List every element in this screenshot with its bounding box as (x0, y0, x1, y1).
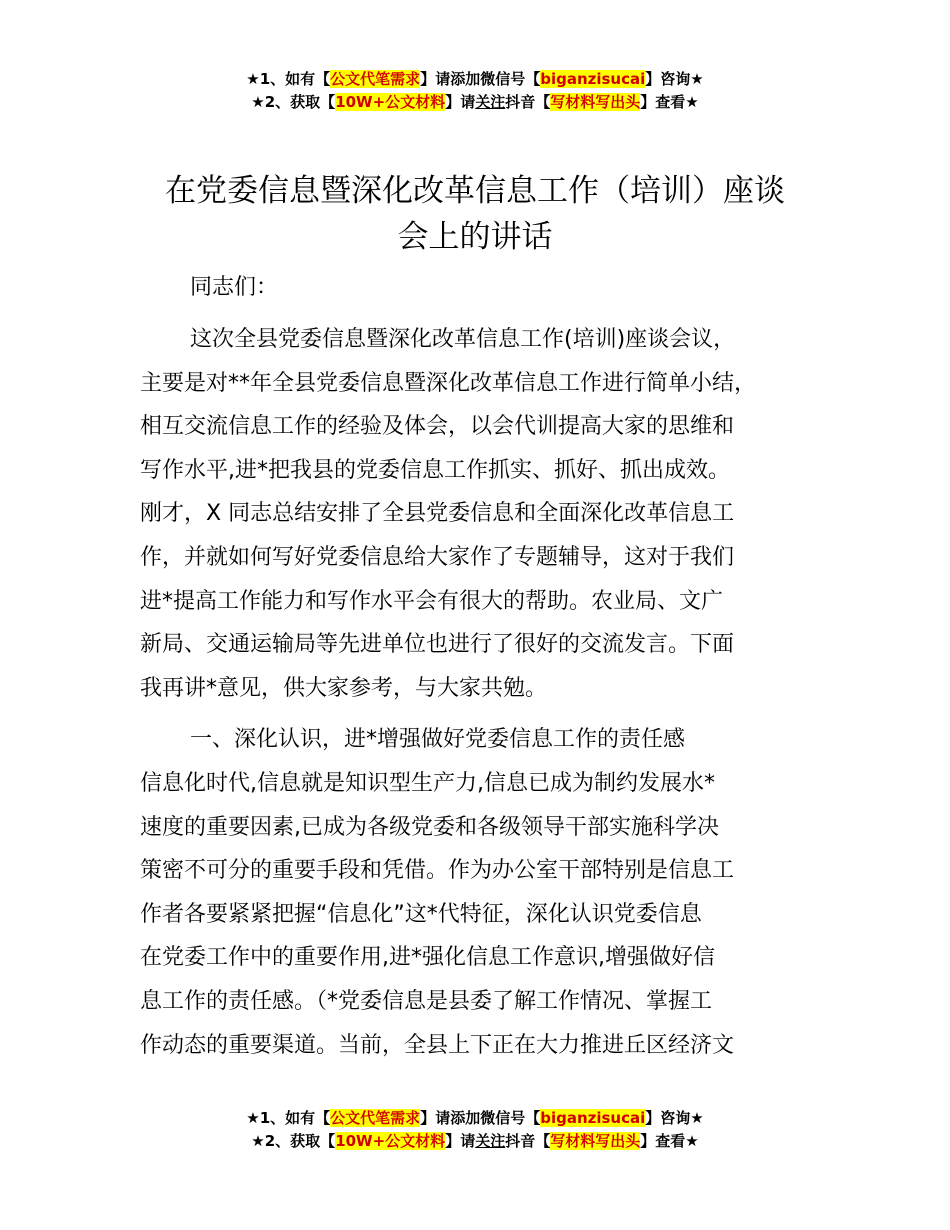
banner-text: 抖音【 (505, 93, 551, 111)
highlight-text: 10W+公文材料 (335, 1132, 446, 1150)
banner-line-2 (0, 1130, 950, 1153)
highlight-text: 公文代笔需求 (330, 1109, 421, 1127)
text-line: 在党委工作中的重要作用,进*强化信息工作意识,增强做好信 (140, 945, 715, 971)
document-body (140, 266, 830, 1067)
title-line: 在党委信息暨深化改革信息工作（培训）座谈 (165, 173, 785, 209)
paragraph-1 (140, 318, 830, 710)
banner-text: ★1、如有【 (246, 70, 331, 88)
banner-text: 】咨询★ (645, 1109, 704, 1127)
text-line: 进*提高工作能力和写作水平会有很大的帮助。农业局、文广 (140, 588, 724, 614)
banner-text: ★1、如有【 (246, 1109, 331, 1127)
footer-banner (0, 1107, 950, 1153)
text-line: 作，并就如何写好党委信息给大家作了专题辅导，这对于我们 (140, 544, 735, 570)
salutation: 同志们： (190, 275, 279, 300)
text-line: 刚才，X 同志总结安排了全县党委信息和全面深化改革信息工 (140, 501, 735, 527)
text-line: 速度的重要因素,已成为各级党委和各级领导干部实施科学决 (140, 814, 719, 840)
text-line: 我再讲*意见，供大家参考，与大家共勉。 (140, 675, 548, 701)
document-title (100, 168, 850, 260)
paragraph-gap (140, 710, 830, 718)
text-line: 新局、交通运输局等先进单位也进行了很好的交流发言。下面 (140, 632, 735, 658)
text-line: 策密不可分的重要手段和凭借。作为办公室干部特别是信息工 (140, 858, 735, 884)
banner-text: 】请 (445, 93, 476, 111)
text-line: 息工作的责任感。（*党委信息是县委了解工作情况、掌握工 (140, 988, 713, 1014)
banner-text: 】查看★ (640, 93, 699, 111)
banner-text: 抖音【 (505, 1132, 551, 1150)
highlight-text: 公文代笔需求 (330, 70, 421, 88)
underlined-text: 关注 (475, 93, 506, 111)
banner-line-1 (0, 1107, 950, 1130)
banner-line-2 (0, 91, 950, 114)
banner-text: 】请添加微信号【 (420, 70, 541, 88)
text-line: 写作水平,进*把我县的党委信息工作抓实、抓好、抓出成效。 (140, 457, 730, 483)
banner-text: 】咨询★ (645, 70, 704, 88)
text-line: 主要是对**年全县党委信息暨深化改革信息工作进行简单小结， (140, 370, 757, 396)
banner-text: ★2、获取【 (251, 1132, 336, 1150)
douyin-account-highlight: 写材料写出头 (550, 93, 641, 111)
banner-text: ★2、获取【 (251, 93, 336, 111)
text-line: 作者各要紧紧把握“信息化”这*代特征，深化认识党委信息 (140, 901, 702, 927)
title-line: 会上的讲话 (397, 219, 553, 255)
section-heading-text: 一、深化认识，进*增强做好党委信息工作的责任感 (190, 727, 686, 753)
text-line: 信息化时代,信息就是知识型生产力,信息已成为制约发展水* (140, 770, 715, 796)
douyin-account-highlight: 写材料写出头 (550, 1132, 641, 1150)
highlight-text: 10W+公文材料 (335, 93, 446, 111)
banner-line-1 (0, 68, 950, 91)
header-banner (0, 68, 950, 114)
underlined-text: 关注 (475, 1132, 506, 1150)
text-line: 相互交流信息工作的经验及体会，以会代训提高大家的思维和 (140, 414, 735, 440)
text-line: 作动态的重要渠道。当前，全县上下正在大力推进丘区经济文 (140, 1032, 735, 1058)
section-heading-1 (140, 718, 830, 762)
banner-text: 】请添加微信号【 (420, 1109, 541, 1127)
paragraph-2 (140, 762, 830, 1067)
text-line: 这次全县党委信息暨深化改革信息工作(培训)座谈会议， (190, 327, 736, 352)
banner-text: 】查看★ (640, 1132, 699, 1150)
wechat-id-highlight: biganzisucai (540, 70, 646, 88)
banner-text: 】请 (445, 1132, 476, 1150)
wechat-id-highlight: biganzisucai (540, 1109, 646, 1127)
